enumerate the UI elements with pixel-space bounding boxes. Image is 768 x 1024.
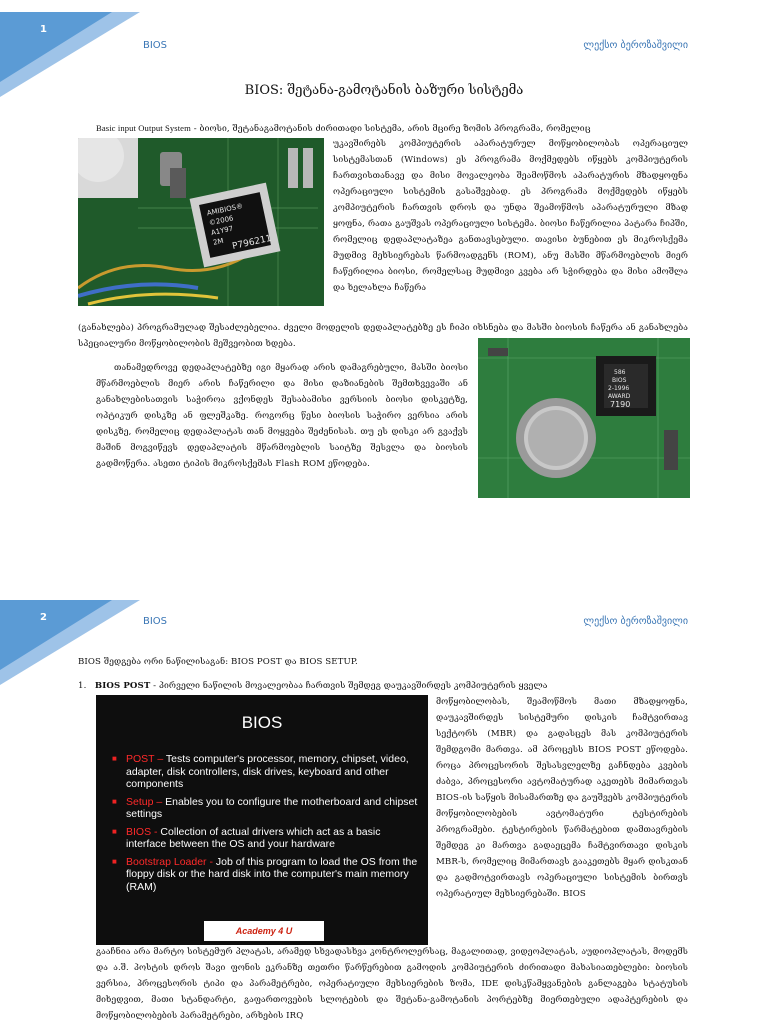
document-page-2 xyxy=(0,588,768,1024)
chip-label-line: P796211 xyxy=(231,233,273,252)
page-number: 2 xyxy=(40,612,47,623)
slide-bullet: ■ Bootstrap Loader - Job of this program to load the OS from the floppy disk or the hard disk into the computer's main memory (RAM) xyxy=(126,856,418,894)
list-item-1-first-line: 1. BIOS POST - პირველი ნაწილის მოვალეობაა ჩართვის შემდეგ დაუკავშირდეს კომპიუტერის ყველა xyxy=(78,681,548,691)
slide-bullet: ■ BIOS - Collection of actual drivers which act as a basic interface between the OS and your hardware xyxy=(126,826,418,851)
paragraph-1-tail: (განახლება) პროგრამულად შესაძლებელია. ძველი მოდელის დედაპლატებზე ეს ჩიპი იხსნება და მასში ბიოსის ჩაწერა ან განახლება სპეციალური მოწყობილობის მეშვეობით ხდება. xyxy=(78,323,688,349)
document-title: BIOS: შეტანა-გამოტანის ბაზური სისტემა xyxy=(244,83,524,98)
chip-label-line: 2-1996 xyxy=(608,385,630,392)
header-left: BIOS xyxy=(143,40,168,51)
paragraph-1-first-line: Basic input Output System - ბიოსი, შეტანაგამოტანის ძირითადი სისტემა, არის მცირე ზომის პროგრამა, რომელიც xyxy=(96,123,591,134)
header-author: ლექსო ბეროზაშვილი xyxy=(583,40,688,51)
chip-label-line: 7190 xyxy=(610,400,631,409)
bios-slide-image xyxy=(96,695,428,945)
header-author: ლექსო ბეროზაშვილი xyxy=(583,616,688,627)
bios-chip-photo xyxy=(78,138,324,306)
slide-bullet-list xyxy=(110,753,418,898)
slide-title: BIOS xyxy=(241,713,283,732)
paragraph-1-wrapped: უკავშირებს კომპიუტერის აპარატურულ მოწყობილობას ოპერაციულ სისტემასთან (Windows) ეს პროგრამა მოქმედებს იწყებს კომპიუტერის ჩართვისთანავე და მისი მოვალეობა შეამოწმოს აპარატურის მზადყოფნა ოპერაციული სისტემის გასაშვებად. ეს პროგრამა მოქმედებს იწყებს კომპიუტერის ჩართვის დროს და უნდა შეამოწმოს აპარატურული მზად ყოფნა, რათა გაუშვას ოპერაციული სისტემა. ბიოსი ჩაწერილია პატარა ჩიპში, რომელიც დედაპლატაზეა განთავსებული. თავისი ბუნებით ეს მიკროსქემა მუდმივ მეხსიერებას წარმოადგენს (ROM), ანუ მასში მწარმოებლის მიერ ჩაწერილია ბიოსი, რომელსაც მუდმივი კვება არ სჭირდება და მისი ამოშლა და ხელახლა ჩაწერა xyxy=(333,139,688,293)
chip-label-line: BIOS xyxy=(612,377,627,384)
slide-bullet: ■ POST – Tests computer's processor, memory, chipset, video, adapter, disk controllers, disk drives, keyboard and other components xyxy=(126,753,418,791)
chip-label-line: AWARD xyxy=(608,393,631,400)
chip-label-line: 586 xyxy=(614,369,626,376)
item-label-bios-post: BIOS POST xyxy=(94,681,151,691)
slide-bullet: ■ Setup – Enables you to configure the motherboard and chipset settings xyxy=(126,796,418,821)
section-intro: BIOS შედგება ორი ნაწილისაგან: BIOS POST და BIOS SETUP. xyxy=(78,657,358,667)
chip-label-line: AMIBIOS® xyxy=(206,202,244,218)
chip-label-line: A1Y97 xyxy=(210,224,234,238)
list-item-1-wrapped: მოწყობილობას, შეამოწმოს მათი მზადყოფნა, დაუკავშირდეს სისტემური დისკის ჩამტვირთავ სექტორს (MBR) და გადასცეს მას კომპიუტერის შემდგომი მართვა. ამ პროცესს BIOS POST ეწოდება. როცა პროცესორის შესასვლელზე გაჩნდება კვების ძაბვა, პროცესორი ავტომატურად აკეთებს მიმართვას BIOS-ის საწყის მისამართზე და გაუშვებს კომპიუტერის მოწყობილობების ავტომატური ტესტირების პროგრამები. ტესტირების წარმატებით დამთავრების შემდეგ კი მართვა გადაეცემა ჩამტვირთავი დისკის MBR-ს, რომელიც მიმართავს გააკეთებს მყარ დისკთან და გადმოტვირთავს ოპერაციული სისტემის ბირთვს ოპერატიულ მეხსიერებაში. BIOS xyxy=(436,697,688,899)
chip-label-line: ©2006 xyxy=(208,214,235,228)
page-corner-decoration xyxy=(0,600,145,690)
term-bios: Basic input Output System xyxy=(96,123,191,133)
bios-battery-photo xyxy=(478,338,690,498)
paragraph-2: თანამედროვე დედაპლატებზე იგი მყარად არის დამაგრებული, მასში ბიოსი მწარმოებლის მიერ არის ჩაწერილი და მისი დაზიანების შემთხვევაში ან განახლებისათვის საჭიროა ვქონდეს შესაბამისი ვერსიის ბიოსი დისკეტზე, ოპტიკურ დისკზე ან ფლეშკაზე. როგორც წესი ბიოსის საჭირო ვერსია არის დისკზე, რომელიც დედაპლატას თან მოყვება შეძენისას. თუ ეს დისკი არ გვაქვს მაშინ მოგვიწევს დედაპლატის მწარმოებლის საიტზე შესვლა და ბიოსის გადმოწერა. ასეთი ტიპის მიკროსქემას Flash ROM ეწოდება. xyxy=(96,363,468,469)
header-left: BIOS xyxy=(143,616,168,627)
slide-logo: Academy 4 U xyxy=(204,921,324,941)
chip-label-line: 2M xyxy=(212,236,225,247)
list-item-1-tail: გააჩნია არა მარტო სისტემურ პლატას, არამედ სხვადასხვა კონტროლერსაც, მაგალითად, ვიდეოპლატას, აუდიოპლატას, მოდემს და ა.შ. პოსტის დროს შავი ფონის ეკრანზე თეთრი წარწერებით გამოდის კომპიუტერის ძირითადი მახასიათებლები: ბიოსის ვერსია, პროცესორის ტიპი და პარამეტრები, ოპერატიული მეხსიერების ზომა, IDE დისკწამყვანების განლაგება სტატუსის მიხედვით, მათი სტანდარტი, გაფართოვების სლოტების და შეტანა-გამოტანის პორტებზე მიერთებული ადაპტერების და მოწყობილობების პარამეტრები, არხების IRQ xyxy=(96,947,688,1021)
page-number: 1 xyxy=(40,24,47,35)
